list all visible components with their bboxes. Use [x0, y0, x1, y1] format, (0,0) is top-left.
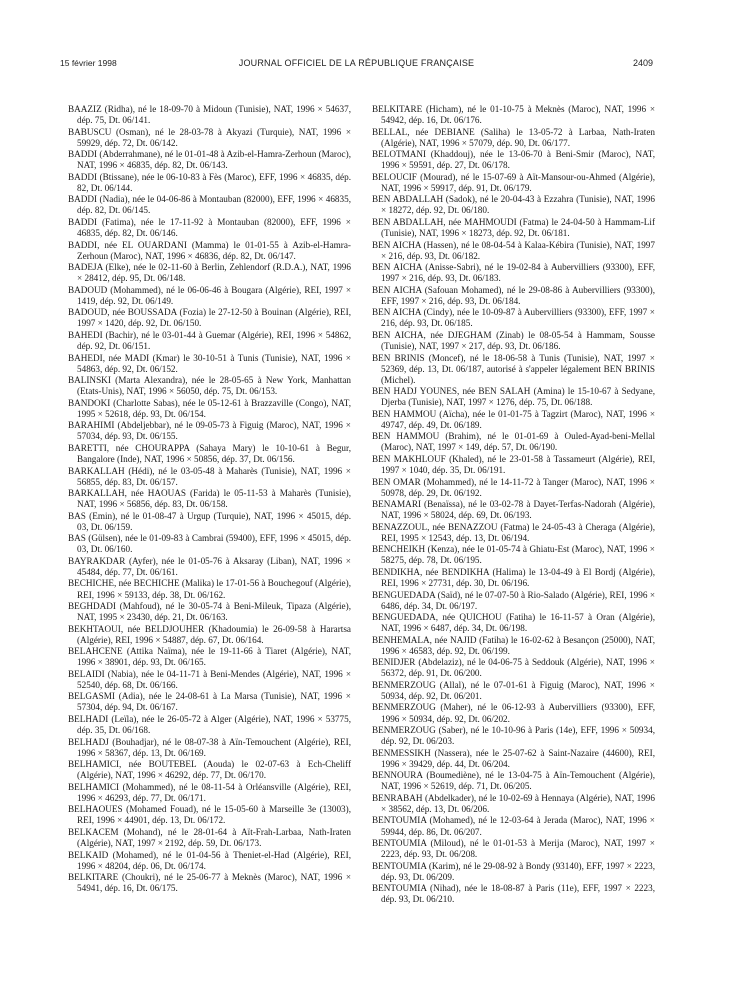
- register-entry: BADDI (Btissane), née le 06-10-83 à Fès (Maroc), EFF, 1996 × 46835, dép. 82, Dt. 06/144.: [68, 171, 351, 193]
- register-entry: BAS (Gülsen), née le 01-09-83 à Cambrai (59400), EFF, 1996 × 45015, dép. 03, Dt. 06/160.: [68, 533, 351, 555]
- journal-title: JOURNAL OFFICIEL DE LA RÉPUBLIQUE FRANÇAISE: [238, 58, 475, 68]
- page-header: [60, 58, 653, 72]
- register-entry: BEN BRINIS (Moncef), né le 18-06-58 à Tunis (Tunisie), NAT, 1997 × 52369, dép. 13, Dt. 06/187, autorisé à s'appeler légalement BEN BRINIS (Michel).: [372, 352, 655, 385]
- register-entry: BENCHEIKH (Kenza), née le 01-05-74 à Ghiatu-Est (Maroc), NAT, 1996 × 58275, dép. 78, Dt. 06/195.: [372, 544, 655, 566]
- register-entry: BELHAOUES (Mohamed Fouad), né le 15-05-60 à Marseille 3e (13003), REI, 1996 × 44901, dép. 13, Dt. 06/172.: [68, 804, 351, 826]
- register-entry: BAS (Emin), né le 01-08-47 à Urgup (Turquie), NAT, 1996 × 45015, dép. 03, Dt. 06/159.: [68, 510, 351, 532]
- register-entry: BEN AICHA, née DJEGHAM (Zinab) le 08-05-54 à Hammam, Sousse (Tunisie), NAT, 1997 × 217, dép. 93, Dt. 06/186.: [372, 329, 655, 351]
- register-entry: BELHADJ (Bouhadjar), né le 08-07-38 à Aïn-Temouchent (Algérie), REI, 1996 × 58367, dép. 13, Dt. 06/169.: [68, 736, 351, 758]
- register-entry: BAHEDI, née MADI (Kmar) le 30-10-51 à Tunis (Tunisie), NAT, 1996 × 54863, dép. 92, Dt. 06/152.: [68, 352, 351, 374]
- register-entry: BEN AICHA (Hassen), né le 08-04-54 à Kalaa-Kébira (Tunisie), NAT, 1997 × 216, dép. 93, Dt. 06/182.: [372, 239, 655, 261]
- register-entry: BELLAL, née DEBIANE (Saliha) le 13-05-72 à Larbaa, Nath-Iraten (Algérie), NAT, 1996 × 57079, dép. 90, Dt. 06/177.: [372, 126, 655, 148]
- register-entry: BEN HAMMOU (Aïcha), née le 01-01-75 à Tagzirt (Maroc), NAT, 1996 × 49747, dép. 49, Dt. 06/189.: [372, 408, 655, 430]
- register-entry: BAHEDI (Bachir), né le 03-01-44 à Guemar (Algérie), REI, 1996 × 54862, dép. 92, Dt. 06/151.: [68, 329, 351, 351]
- register-entry: BENGUEDADA (Saïd), né le 07-07-50 à Rio-Salado (Algérie), REI, 1996 × 6486, dép. 34, Dt. 06/197.: [372, 589, 655, 611]
- register-entry: BEN ABDALLAH, née MAHMOUDI (Fatma) le 24-04-50 à Hammam-Lif (Tunisie), NAT, 1996 × 18273, dép. 92, Dt. 06/181.: [372, 216, 655, 239]
- register-entry: BELAIDI (Nabia), née le 04-11-71 à Beni-Mendes (Algérie), NAT, 1996 × 52540, dép. 68, Dt. 06/166.: [68, 668, 351, 690]
- register-entry: BENNOURA (Boumediène), né le 13-04-75 à Aïn-Temouchent (Algérie), NAT, 1996 × 52619, dép. 71, Dt. 06/205.: [372, 770, 655, 792]
- left-column: [68, 104, 351, 895]
- register-entry: BADDI, née EL OUARDANI (Mamma) le 01-01-55 à Azib-el-Hamra-Zerhoun (Maroc), NAT, 1996 × 46836, dép. 82, Dt. 06/147.: [68, 239, 351, 261]
- register-entry: BEN OMAR (Mohammed), né le 14-11-72 à Tanger (Maroc), NAT, 1996 × 50978, dép. 29, Dt. 06/192.: [372, 476, 655, 498]
- right-column: [372, 104, 655, 906]
- register-entry: BADEJA (Elke), née le 02-11-60 à Berlin, Zehlendorf (R.D.A.), NAT, 1996 × 28412, dép. 95, Dt. 06/148.: [68, 262, 351, 284]
- register-entry: BELGASMI (Adia), née le 24-08-61 à La Marsa (Tunisie), NAT, 1996 × 57304, dép. 94, Dt. 06/167.: [68, 691, 351, 713]
- register-entry: BALINSKI (Marta Alexandra), née le 28-05-65 à New York, Manhattan (Etats-Unis), NAT, 1996 × 56050, dép. 75, Dt. 06/153.: [68, 375, 351, 397]
- register-entry: BENTOUMIA (Mohamed), né le 12-03-64 à Jerada (Maroc), NAT, 1996 × 59944, dép. 86, Dt. 06/207.: [372, 815, 655, 837]
- register-entry: BADOUD, née BOUSSADA (Fozia) le 27-12-50 à Bouinan (Algérie), REI, 1997 × 1420, dép. 92, Dt. 06/150.: [68, 307, 351, 329]
- register-entry: BELKITARE (Choukri), né le 25-06-77 à Meknès (Maroc), NAT, 1996 × 54941, dép. 16, Dt. 06/175.: [68, 872, 351, 894]
- register-entry: BENMERZOUG (Saber), né le 10-10-96 à Paris (14e), EFF, 1996 × 50934, dép. 92, Dt. 06/203.: [372, 725, 655, 747]
- register-entry: BANDOKI (Charlotte Sabas), née le 05-12-61 à Brazzaville (Congo), NAT, 1995 × 52618, dép. 93, Dt. 06/154.: [68, 397, 351, 419]
- register-entry: BENTOUMIA (Karim), né le 29-08-92 à Bondy (93140), EFF, 1997 × 2223, dép. 93, Dt. 06/209.: [372, 860, 655, 882]
- register-entry: BELKITARE (Hicham), né le 01-10-75 à Meknès (Maroc), NAT, 1996 × 54942, dép. 16, Dt. 06/176.: [372, 104, 655, 126]
- register-entry: BENMERZOUG (Maher), né le 06-12-93 à Aubervilliers (93300), EFF, 1996 × 50934, dép. 92, Dt. 06/202.: [372, 702, 655, 724]
- register-entry: BELHAMICI (Mohammed), né le 08-11-54 à Orléansville (Algérie), REI, 1996 × 46293, dép. 77, Dt. 06/171.: [68, 781, 351, 803]
- register-entry: BENHEMALA, née NAJID (Fatiha) le 16-02-62 à Besançon (25000), NAT, 1996 × 46583, dép. 92, Dt. 06/199.: [372, 634, 655, 656]
- register-entry: BADDI (Nadia), née le 04-06-86 à Montauban (82000), EFF, 1996 × 46835, dép. 82, Dt. 06/145.: [68, 194, 351, 216]
- register-entry: BADDI (Fatima), née le 17-11-92 à Montauban (82000), EFF, 1996 × 46835, dép. 82, Dt. 06/146.: [68, 216, 351, 239]
- register-entry: BARAHIMI (Abdeljebbar), né le 09-05-73 à Figuig (Maroc), NAT, 1996 × 57034, dép. 93, Dt. 06/155.: [68, 420, 351, 442]
- register-entry: BENMERZOUG (Allal), né le 07-01-61 à Figuig (Maroc), NAT, 1996 × 50934, dép. 92, Dt. 06/201.: [372, 679, 655, 701]
- register-entry: BENGUEDADA, née QUICHOU (Fatiha) le 16-11-57 à Oran (Algérie), NAT, 1996 × 6487, dép. 34, Dt. 06/198.: [372, 612, 655, 634]
- register-entry: BENIDJER (Abdelaziz), né le 04-06-75 à Seddouk (Algérie), NAT, 1996 × 56372, dép. 91, Dt. 06/200.: [372, 657, 655, 679]
- page-number: 2409: [632, 58, 653, 68]
- register-entry: BARKALLAH, née HAOUAS (Farida) le 05-11-53 à Maharès (Tunisie), NAT, 1996 × 56856, dép. 83, Dt. 06/158.: [68, 488, 351, 510]
- register-entry: BECHICHE, née BECHICHE (Malika) le 17-01-56 à Bouchegouf (Algérie), REI, 1996 × 59133, dép. 38, Dt. 06/162.: [68, 578, 351, 600]
- register-entry: BEN AICHA (Safouan Mohamed), né le 29-08-86 à Aubervilliers (93300), EFF, 1997 × 216, dép. 93, Dt. 06/184.: [372, 284, 655, 306]
- register-entry: BELOTMANI (Khaddouj), née le 13-06-70 à Beni-Smir (Maroc), NAT, 1996 × 59591, dép. 27, Dt. 06/178.: [372, 149, 655, 171]
- register-entry: BELHAMICI, née BOUTEBEL (Aouda) le 02-07-63 à Ech-Cheliff (Algérie), NAT, 1996 × 46292, dép. 77, Dt. 06/170.: [68, 759, 351, 781]
- register-entry: BEN HAMMOU (Brahim), né le 01-01-69 à Ouled-Ayad-beni-Mellal (Maroc), NAT, 1997 × 149, dép. 57, Dt. 06/190.: [372, 431, 655, 453]
- register-entry: BEN AICHA (Cindy), née le 10-09-87 à Aubervilliers (93300), EFF, 1997 × 216, dép. 93, Dt. 06/185.: [372, 307, 655, 329]
- publication-date: 15 février 1998: [60, 58, 117, 68]
- register-entry: BEKHTAOUI, née BELDJOUHER (Khadoumia) le 26-09-58 à Harartsa (Algérie), REI, 1996 × 54887, dép. 67, Dt. 06/164.: [68, 623, 351, 645]
- register-entry: BENTOUMIA (Nihad), née le 18-08-87 à Paris (11e), EFF, 1997 × 2223, dép. 93, Dt. 06/210.: [372, 883, 655, 905]
- register-entry: BENAZZOUL, née BENAZZOU (Fatma) le 24-05-43 à Cheraga (Algérie), REI, 1995 × 12543, dép. 13, Dt. 06/194.: [372, 521, 655, 543]
- register-entry: BENTOUMIA (Miloud), né le 01-01-53 à Merija (Maroc), NAT, 1997 × 2223, dép. 93, Dt. 06/208.: [372, 838, 655, 860]
- register-entry: BENDIKHA, née BENDIKHA (Halima) le 13-04-49 à El Bordj (Algérie), REI, 1996 × 27731, dép. 30, Dt. 06/196.: [372, 566, 655, 588]
- register-entry: BEN MAKHLOUF (Khaled), né le 23-01-58 à Tassameurt (Algérie), REI, 1997 × 1040, dép. 35, Dt. 06/191.: [372, 453, 655, 475]
- register-entry: BADDI (Abderrahmane), né le 01-01-48 à Azib-el-Hamra-Zerhoun (Maroc), NAT, 1996 × 46835, dép. 82, Dt. 06/143.: [68, 149, 351, 171]
- register-entry: BARKALLAH (Hédi), né le 03-05-48 à Maharès (Tunisie), NAT, 1996 × 56855, dép. 83, Dt. 06/157.: [68, 465, 351, 487]
- register-entry: BADOUD (Mohammed), né le 06-06-46 à Bougara (Algérie), REI, 1997 × 1419, dép. 92, Dt. 06/149.: [68, 284, 351, 306]
- register-entry: BELKACEM (Mohand), né le 28-01-64 à Aït-Frah-Larbaa, Nath-Iraten (Algérie), NAT, 1997 × 2192, dép. 59, Dt. 06/173.: [68, 827, 351, 849]
- register-entry: BELOUCIF (Mourad), né le 15-07-69 à Aït-Mansour-ou-Ahmed (Algérie), NAT, 1996 × 59917, dép. 91, Dt. 06/179.: [372, 171, 655, 193]
- register-entry: BELHADI (Leïla), née le 26-05-72 à Alger (Algérie), NAT, 1996 × 53775, dép. 35, Dt. 06/168.: [68, 714, 351, 736]
- register-entry: BEGHDADI (Mahfoud), né le 30-05-74 à Beni-Mileuk, Tipaza (Algérie), NAT, 1995 × 23430, dép. 21, Dt. 06/163.: [68, 601, 351, 623]
- register-entry: BENAMARI (Benaïssa), né le 03-02-78 à Dayet-Terfas-Nadorah (Algérie), NAT, 1996 × 58024, dép. 69, Dt. 06/193.: [372, 499, 655, 521]
- register-entry: BARETTI, née CHOURAPPA (Sahaya Mary) le 10-10-61 à Begur, Bangalore (Inde), NAT, 1996 × 50856, dép. 37, Dt. 06/156.: [68, 442, 351, 464]
- register-entry: BENMESSIKH (Nassera), née le 25-07-62 à Saint-Nazaire (44600), REI, 1996 × 39429, dép. 44, Dt. 06/204.: [372, 747, 655, 769]
- register-entry: BAYRAKDAR (Ayfer), née le 01-05-76 à Aksaray (Liban), NAT, 1996 × 45484, dép. 77, Dt. 06/161.: [68, 555, 351, 577]
- register-entry: BELAHCENE (Attika Naïma), née le 19-11-66 à Tiaret (Algérie), NAT, 1996 × 38901, dép. 93, Dt. 06/165.: [68, 646, 351, 668]
- register-entry: BAAZIZ (Ridha), né le 18-09-70 à Midoun (Tunisie), NAT, 1996 × 54637, dép. 75, Dt. 06/141.: [68, 104, 351, 126]
- register-entry: BEN AICHA (Anisse-Sabri), né le 19-02-84 à Aubervilliers (93300), EFF, 1997 × 216, dép. 93, Dt. 06/183.: [372, 262, 655, 284]
- register-entry: BEN ABDALLAH (Sadok), né le 20-04-43 à Ezzahra (Tunisie), NAT, 1996 × 18272, dép. 92, Dt. 06/180.: [372, 194, 655, 216]
- register-entry: BABUSCU (Osman), né le 28-03-78 à Akyazi (Turquie), NAT, 1996 × 59929, dép. 72, Dt. 06/142.: [68, 126, 351, 148]
- register-entry: BELKAID (Mohamed), né le 01-04-56 à Theniet-el-Had (Algérie), REI, 1996 × 48204, dép. 06, Dt. 06/174.: [68, 849, 351, 871]
- register-entry: BEN HADJ YOUNES, née BEN SALAH (Amina) le 15-10-67 à Sedyane, Djerba (Tunisie), NAT, 1997 × 1276, dép. 75, Dt. 06/188.: [372, 386, 655, 408]
- register-entry: BENRABAH (Abdelkader), né le 10-02-69 à Hennaya (Algérie), NAT, 1996 × 38562, dép. 13, Dt. 06/206.: [372, 792, 655, 814]
